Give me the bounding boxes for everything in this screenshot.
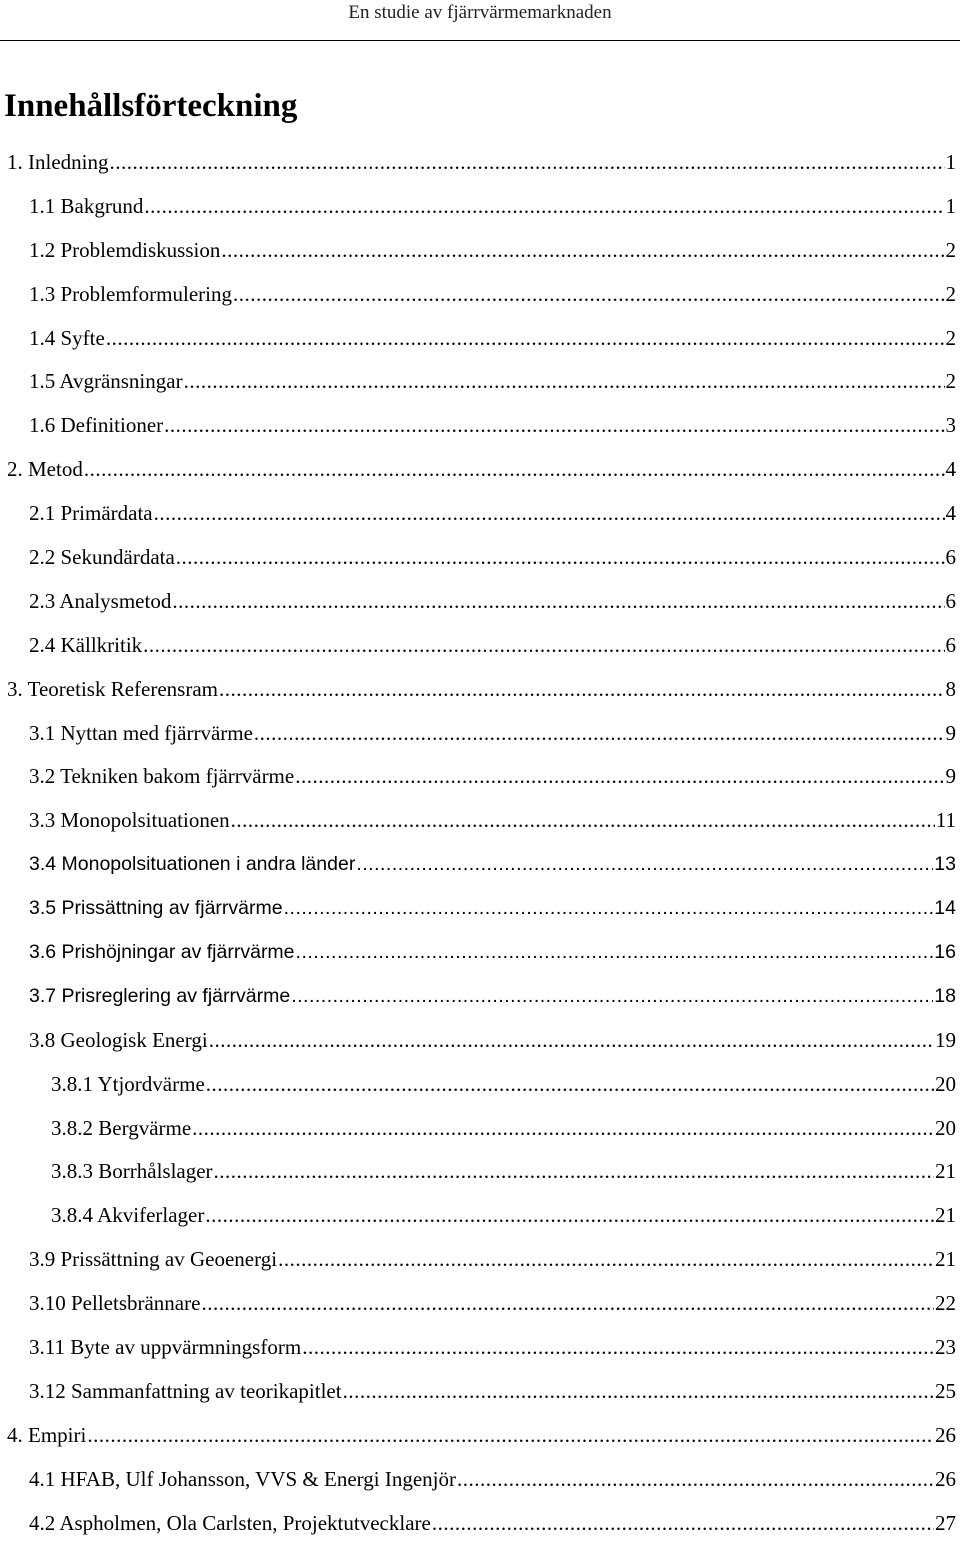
toc-entry[interactable] [0, 322, 960, 366]
toc-entry[interactable] [0, 760, 960, 804]
toc-entry[interactable] [0, 1419, 960, 1463]
toc-page-number: 1 [945, 150, 956, 174]
table-of-contents [0, 146, 960, 1551]
toc-entry-label: 3.1 Nyttan med fjärrvärme [29, 720, 253, 745]
toc-page-number: 9 [945, 720, 956, 745]
toc-dot-leader [233, 278, 945, 310]
toc-dot-leader [254, 717, 945, 749]
toc-dot-leader [221, 234, 944, 266]
toc-entry-label: 3.7 Prisreglering av fjärrvärme [29, 984, 291, 1007]
toc-entry[interactable] [0, 848, 960, 892]
toc-page-number: 18 [934, 984, 956, 1007]
toc-page-number: 6 [945, 545, 956, 570]
toc-dot-leader [192, 1112, 934, 1144]
toc-dot-leader [143, 629, 944, 661]
toc-page-number: 22 [935, 1291, 956, 1316]
toc-dot-leader [176, 541, 945, 573]
toc-dot-leader [356, 848, 933, 880]
toc-dot-leader [231, 804, 935, 836]
toc-page-number: 6 [945, 588, 956, 613]
toc-dot-leader [106, 322, 945, 354]
toc-entry-label: 3.5 Prissättning av fjärrvärme [29, 897, 283, 920]
toc-entry-label: 1.2 Problemdiskussion [29, 237, 221, 262]
toc-dot-leader [201, 1287, 934, 1319]
toc-dot-leader [284, 892, 934, 924]
toc-entry-label: 3.8.4 Akviferlager [51, 1203, 205, 1228]
toc-entry[interactable] [0, 1287, 960, 1331]
toc-entry-label: 3.10 Pelletsbrännare [29, 1291, 201, 1316]
toc-entry[interactable] [0, 804, 960, 848]
toc-entry-label: 4.2 Aspholmen, Ola Carlsten, Projektutvecklare [29, 1510, 431, 1535]
toc-page-number: 26 [935, 1422, 956, 1447]
toc-entry[interactable] [0, 585, 960, 629]
toc-entry-label: 3.8 Geologisk Energi [29, 1027, 208, 1052]
toc-entry-label: 3.11 Byte av uppvärmningsform [29, 1335, 302, 1360]
toc-entry-label: 1.1 Bakgrund [29, 193, 144, 218]
toc-page-number: 1 [945, 193, 956, 218]
toc-entry[interactable] [0, 1155, 960, 1199]
toc-entry-label: 3.9 Prissättning av Geoenergi [29, 1247, 278, 1272]
toc-entry-label: 3.8.3 Borrhålslager [51, 1159, 213, 1184]
toc-entry-label: 1.5 Avgränsningar [29, 369, 183, 394]
toc-entry[interactable] [0, 1331, 960, 1375]
toc-page-number: 26 [935, 1466, 956, 1491]
toc-entry[interactable] [0, 1024, 960, 1068]
toc-entry[interactable] [0, 980, 960, 1024]
toc-entry-label: 4. Empiri [7, 1422, 87, 1447]
toc-dot-leader [184, 365, 945, 397]
toc-entry[interactable] [0, 892, 960, 936]
toc-dot-leader [432, 1507, 934, 1539]
toc-dot-leader [172, 585, 944, 617]
toc-dot-leader [84, 453, 945, 485]
toc-entry[interactable] [0, 1375, 960, 1419]
toc-dot-leader [205, 1199, 934, 1231]
toc-entry[interactable] [0, 497, 960, 541]
toc-dot-leader [295, 760, 944, 792]
toc-entry-label: 3.4 Monopolsituationen i andra länder [29, 853, 356, 876]
toc-page-number: 2 [945, 325, 956, 350]
toc-entry-label: 1.4 Syfte [29, 325, 105, 350]
toc-page-number: 4 [945, 457, 956, 482]
toc-page-number: 14 [934, 897, 956, 920]
toc-entry-label: 4.1 HFAB, Ulf Johansson, VVS & Energi Ingenjör [29, 1466, 456, 1491]
toc-page-number: 19 [935, 1027, 956, 1052]
toc-entry-label: 3.6 Prishöjningar av fjärrvärme [29, 941, 295, 964]
toc-entry[interactable] [0, 673, 960, 717]
toc-page-number: 23 [935, 1335, 956, 1360]
toc-entry[interactable] [0, 278, 960, 322]
toc-entry-label: 2.4 Källkritik [29, 632, 143, 657]
toc-dot-leader [291, 980, 933, 1012]
toc-dot-leader [206, 1068, 934, 1100]
toc-entry[interactable] [0, 234, 960, 278]
toc-entry[interactable] [0, 1199, 960, 1243]
toc-entry-label: 2.1 Primärdata [29, 501, 153, 526]
toc-dot-leader [109, 146, 944, 178]
toc-entry-label: 2.2 Sekundärdata [29, 545, 175, 570]
toc-entry-label: 2. Metod [7, 457, 83, 482]
toc-entry-label: 1.3 Problemformulering [29, 281, 232, 306]
toc-dot-leader [154, 497, 945, 529]
toc-page-number: 13 [934, 853, 956, 876]
toc-entry-label: 3.8.2 Bergvärme [51, 1115, 192, 1140]
toc-dot-leader [457, 1463, 934, 1495]
toc-page-number: 21 [935, 1159, 956, 1184]
toc-dot-leader [214, 1155, 934, 1187]
toc-page-number: 3 [945, 413, 956, 438]
running-header: En studie av fjärrvärmemarknaden [348, 2, 612, 23]
toc-entry-label: 3.12 Sammanfattning av teorikapitlet [29, 1378, 342, 1403]
toc-page-number: 2 [945, 281, 956, 306]
toc-entry[interactable] [0, 1507, 960, 1551]
toc-entry-label: 2.3 Analysmetod [29, 588, 172, 613]
toc-entry[interactable] [0, 717, 960, 761]
toc-entry[interactable] [0, 541, 960, 585]
toc-page-number: 25 [935, 1378, 956, 1403]
toc-dot-leader [278, 1243, 934, 1275]
toc-entry[interactable] [0, 453, 960, 497]
toc-dot-leader [302, 1331, 934, 1363]
toc-entry[interactable] [0, 365, 960, 409]
toc-page-number: 21 [935, 1203, 956, 1228]
toc-entry[interactable] [0, 1112, 960, 1156]
toc-page-number: 27 [935, 1510, 956, 1535]
toc-entry-label: 3. Teoretisk Referensram [7, 676, 218, 701]
toc-page-number: 9 [945, 764, 956, 789]
toc-page-number: 4 [945, 501, 956, 526]
toc-page-number: 21 [935, 1247, 956, 1272]
toc-page-number: 6 [945, 632, 956, 657]
toc-entry-label: 1. Inledning [7, 150, 109, 174]
toc-entry-label: 3.3 Monopolsituationen [29, 808, 230, 833]
toc-dot-leader [164, 409, 944, 441]
toc-entry[interactable] [0, 629, 960, 673]
toc-dot-leader [209, 1024, 934, 1056]
toc-dot-leader [144, 190, 944, 222]
toc-entry[interactable] [0, 1068, 960, 1112]
toc-dot-leader [219, 673, 945, 705]
toc-page-number: 20 [935, 1115, 956, 1140]
toc-entry[interactable] [0, 1243, 960, 1287]
toc-page-number: 16 [934, 941, 956, 964]
toc-entry[interactable] [0, 1463, 960, 1507]
toc-entry-label: 3.8.1 Ytjordvärme [51, 1071, 205, 1096]
toc-title: Innehållsförteckning [4, 88, 298, 124]
toc-page-number: 2 [945, 369, 956, 394]
toc-entry[interactable] [0, 146, 960, 190]
toc-page-number: 2 [945, 237, 956, 262]
header-rule [0, 40, 960, 41]
toc-page-number: 11 [935, 808, 956, 833]
toc-dot-leader [296, 936, 934, 968]
toc-dot-leader [87, 1419, 934, 1451]
toc-entry-label: 1.6 Definitioner [29, 413, 164, 438]
toc-entry-label: 3.2 Tekniken bakom fjärrvärme [29, 764, 295, 789]
toc-entry[interactable] [0, 936, 960, 980]
toc-entry[interactable] [0, 190, 960, 234]
toc-entry[interactable] [0, 409, 960, 453]
toc-page-number: 20 [935, 1071, 956, 1096]
toc-page-number: 8 [945, 676, 956, 701]
toc-dot-leader [343, 1375, 934, 1407]
